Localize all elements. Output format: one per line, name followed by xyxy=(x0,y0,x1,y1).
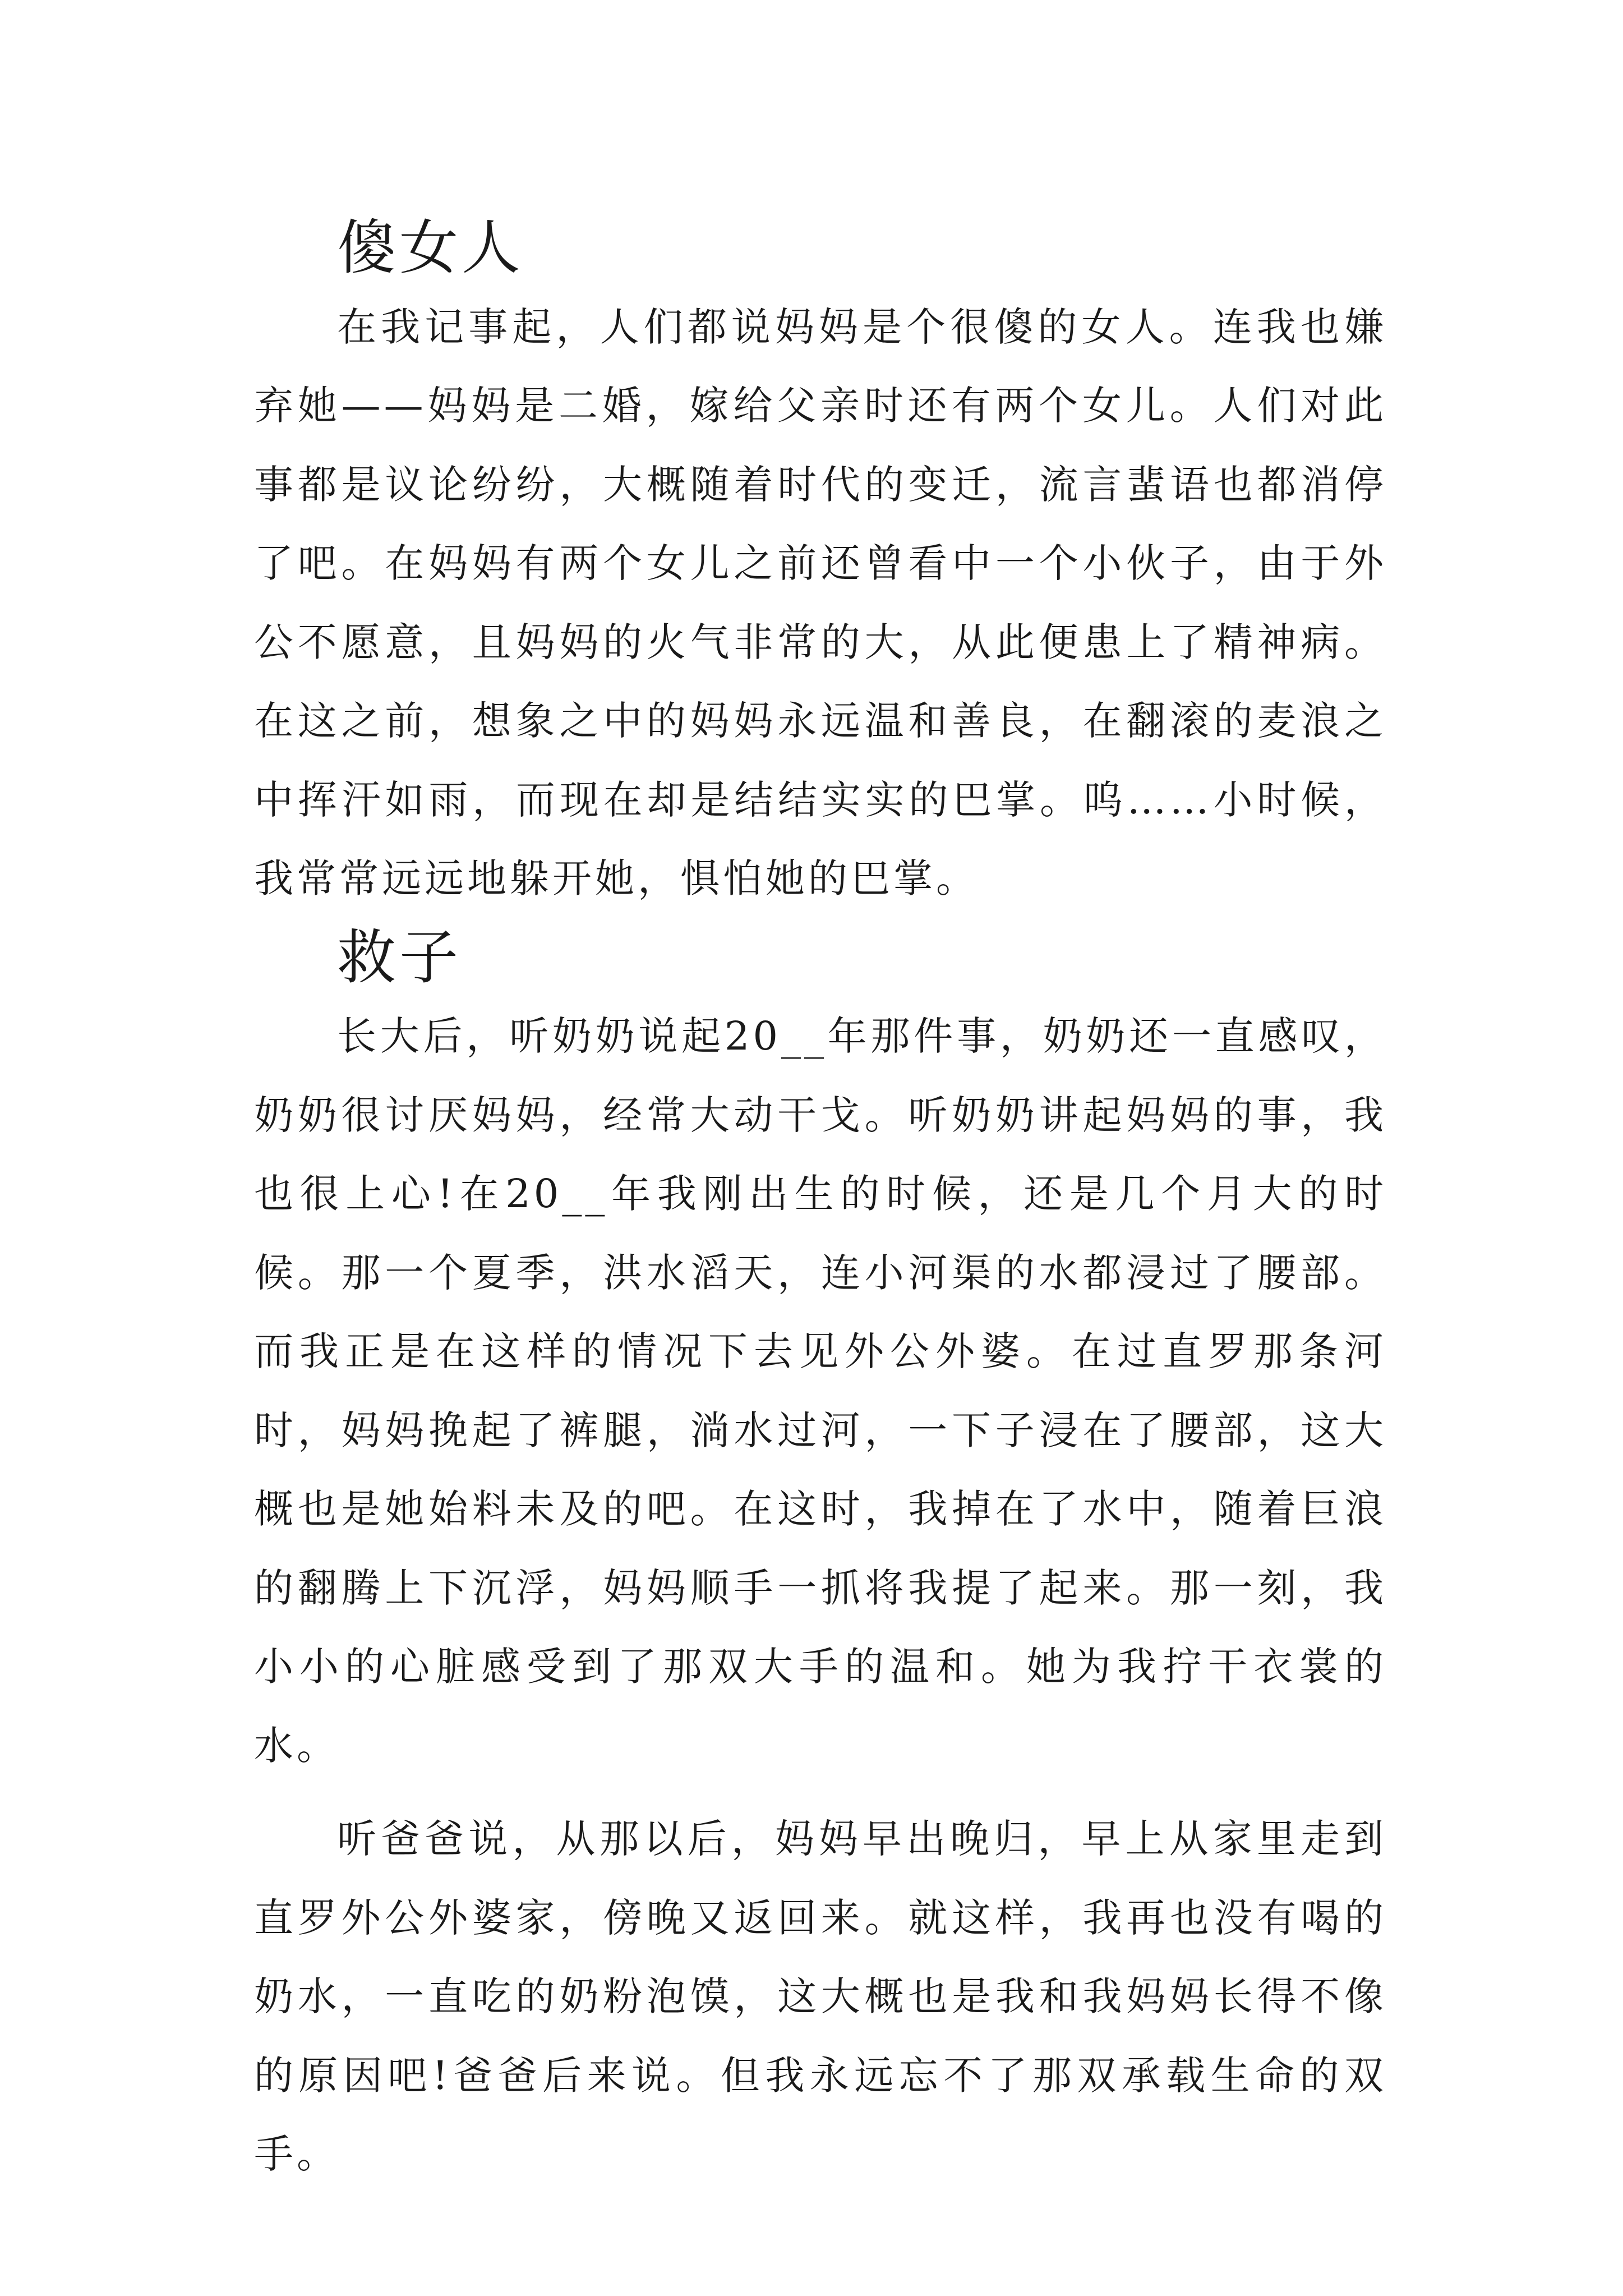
section-heading-2: 救子 xyxy=(337,923,462,992)
section-1-paragraph-1: 在我记事起，人们都说妈妈是个很傻的女人。连我也嫌弃她——妈妈是二婚，嫁给父亲时还有两个女儿。人们对此事都是议论纷纷，大概随着时代的变迁，流言蜚语也都消停了吧。在妈妈有两个女儿之前还曾看中一个小伙子，由于外公不愿意，且妈妈的火气非常的大，从此便患上了精神病。在这之前，想象之中的妈妈永远温和善良，在翻滚的麦浪之中挥汗如雨，而现在却是结结实实的巴掌。呜……小时候，我常常远远地躲开她，惧怕她的巴掌。 xyxy=(254,303,1387,901)
document-body xyxy=(254,209,1387,2194)
section-2-paragraph-1: 长大后，听奶奶说起20__年那件事，奶奶还一直感叹，奶奶很讨厌妈妈，经常大动干戈。听奶奶讲起妈妈的事，我也很上心!在20__年我刚出生的时候，还是几个月大的时候。那一个夏季，洪水滔天，连小河渠的水都浸过了腰部。而我正是在这样的情况下去见外公外婆。在过直罗那条河时，妈妈挽起了裤腿，淌水过河，一下子浸在了腰部，这大概也是她始料未及的吧。在这时，我掉在了水中，随着巨浪的翻腾上下沉浮，妈妈顺手一抓将我提了起来。那一刻，我小小的心脏感受到了那双大手的温和。她为我拧干衣裳的水。 xyxy=(254,1013,1387,1769)
section-heading-1: 傻女人 xyxy=(337,214,524,282)
section-2-paragraph-2: 听爸爸说，从那以后，妈妈早出晚归，早上从家里走到直罗外公外婆家，傍晚又返回来。就这样，我再也没有喝的奶水，一直吃的奶粉泡馍，这大概也是我和我妈妈长得不像的原因吧!爸爸后来说。但我永远忘不了那双承载生命的双手。 xyxy=(254,1816,1387,2177)
